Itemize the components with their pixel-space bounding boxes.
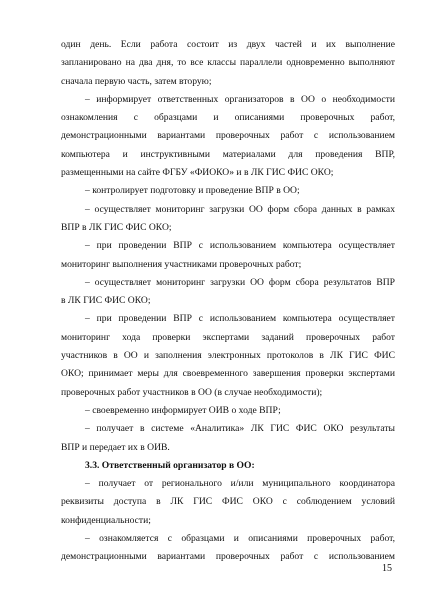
text-line: ВПР и передает их в ОИВ. — [61, 441, 170, 453]
text-line: – ознакомляется с образцами и описаниями проверочных работ, — [85, 533, 395, 545]
section-heading: 3.3. Ответственный организатор в ОО: — [85, 459, 255, 471]
text-line: запланировано на два дня, то все классы параллели одновременно выполняют — [61, 57, 395, 69]
text-line: демонстрационными вариантами проверочных работ с использованием — [61, 551, 395, 563]
text-line: – информирует ответственных организаторов в ОО о необходимости — [85, 93, 395, 105]
text-line: – получает в системе «Аналитика» ЛК ГИС ФИС ОКО результаты — [85, 423, 395, 435]
text-line: – своевременно информирует ОИВ о ходе ВПР; — [85, 404, 281, 416]
text-line: мониторинг выполнения участниками проверочных работ; — [61, 258, 302, 270]
text-line: – при проведении ВПР с использованием компьютера осуществляет — [85, 240, 395, 252]
text-line: – осуществляет мониторинг загрузки ОО форм сбора данных в рамках — [85, 203, 395, 215]
text-line: демонстрационными вариантами проверочных работ с использованием — [61, 130, 395, 142]
page-body — [61, 36, 395, 567]
text-line: – получает от регионального и/или муниципального координатора — [85, 478, 395, 490]
text-line: – контролирует подготовку и проведение ВПР в ОО; — [85, 185, 300, 197]
text-line: – при проведении ВПР с использованием компьютера осуществляет — [85, 313, 395, 325]
text-line: в ЛК ГИС ФИС ОКО; — [61, 295, 151, 307]
text-line: конфиденциальности; — [61, 514, 151, 526]
text-line: мониторинг хода проверки экспертами заданий проверочных работ — [61, 331, 395, 343]
text-line: сначала первую часть, затем вторую; — [61, 75, 212, 87]
text-line: ОКО; принимает меры для своевременного завершения проверки экспертами — [61, 368, 395, 380]
text-line: – осуществляет мониторинг загрузки ОО форм сбора результатов ВПР — [85, 276, 395, 288]
text-line: реквизиты доступа в ЛК ГИС ФИС ОКО с соблюдением условий — [61, 496, 395, 508]
text-line: участников в ОО и заполнения электронных протоколов в ЛК ГИС ФИС — [61, 350, 395, 362]
text-line: один день. Если работа состоит из двух частей и их выполнение — [61, 39, 395, 50]
text-line: ВПР в ЛК ГИС ФИС ОКО; — [61, 221, 172, 233]
text-line: ознакомления с образцами и описаниями проверочных работ, — [61, 112, 395, 124]
text-line: проверочных работ участников в ОО (в случае необходимости); — [61, 386, 323, 398]
text-line: размещенными на сайте ФГБУ «ФИОКО» и в ЛК ГИС ФИС ОКО; — [61, 167, 334, 179]
text-line: компьютера и инструктивными материалами для проведения ВПР, — [61, 148, 395, 160]
page-number: 15 — [382, 563, 392, 574]
